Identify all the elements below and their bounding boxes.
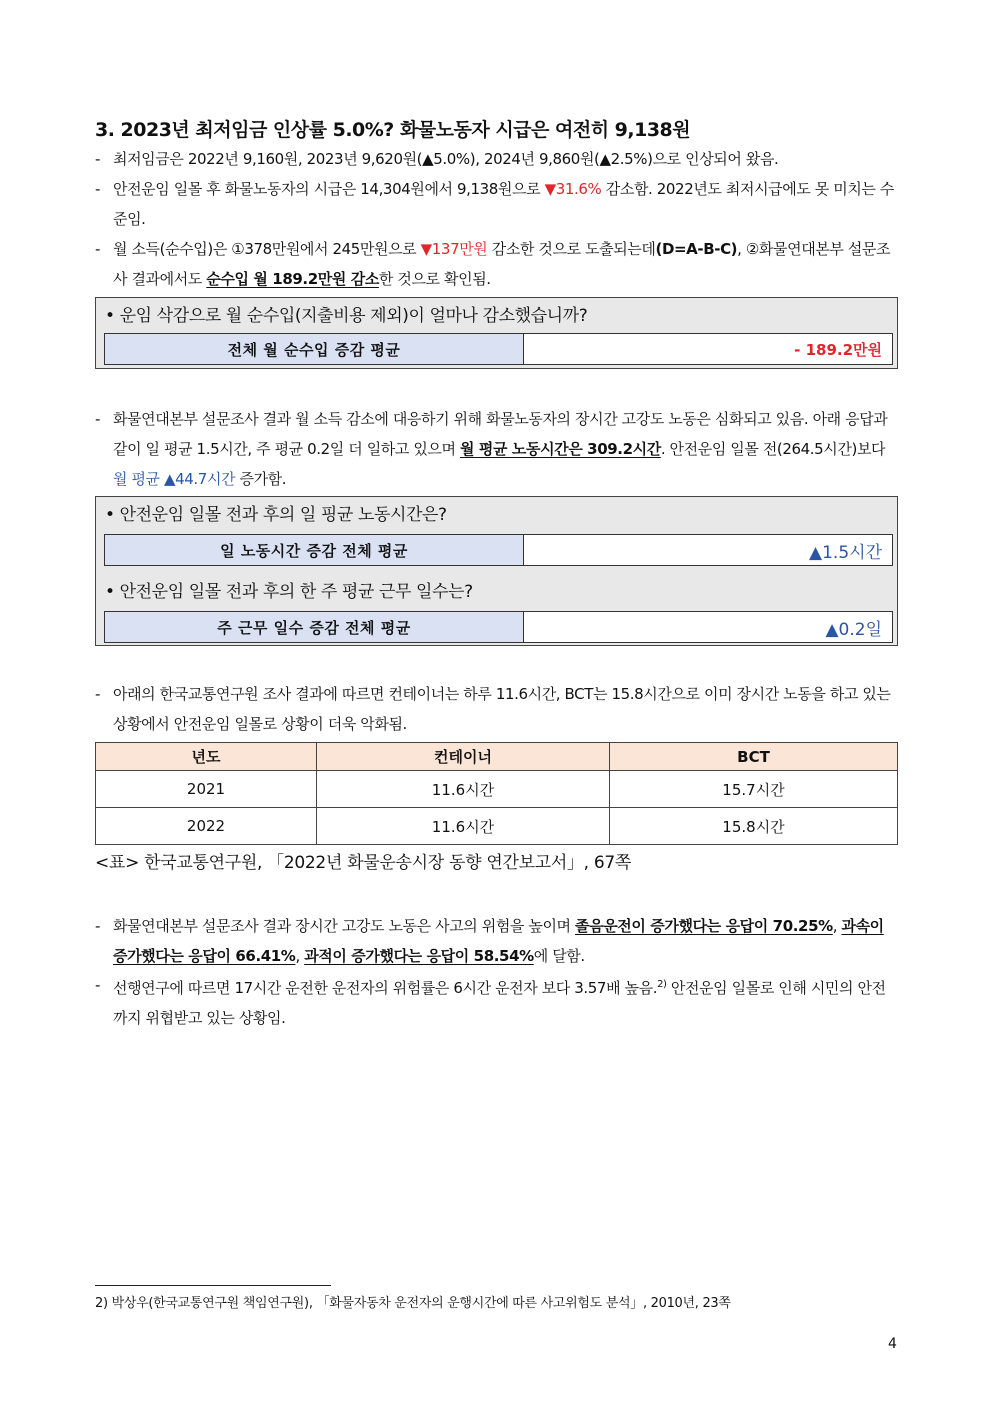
table-cell: 11.6시간 (317, 771, 610, 808)
survey-result-value-weekly: ▲0.2일 (524, 612, 892, 642)
drowsy-driving-emphasis: 졸음운전이 증가했다는 응답이 70.25% (575, 917, 833, 935)
paragraph-prior-research: - 선행연구에 따르면 17시간 운전한 운전자의 위험률은 6시간 운전자 보다 3.57배 높음.$^{2)}$ 안전운임 일몰로 인해 시민의 안전까지 위협받고 있는 상황임. (95, 976, 886, 1027)
income-decrease-emphasis: 순수입 월 189.2만원 감소 (206, 270, 379, 288)
paragraph-working-hours: - 화물연대본부 설문조사 결과 월 소득 감소에 대응하기 위해 화물노동자의 장시간 고강도 노동은 심화되고 있음. 아래 응답과 같이 일 평균 1.5시간, 주 평균 0.2일 더 일하고 있으며 월 평균 노동시간은 309.2시간. 안전운임 일몰 전(264.5시간)보다 월 평균 ▲44.7시간 증가함. (95, 410, 888, 488)
section-title: 3. 2023년 최저임금 인상률 5.0%? 화물노동자 시급은 여전히 9,138원 (95, 119, 691, 141)
paragraph-monthly-income: - 월 소득(순수입)은 ①378만원에서 245만원으로 ▼137만원 감소한 것으로 도출되는데(D=A-B-C), ②화물연대본부 설문조사 결과에서도 순수입 월 189.2만원 감소한 것으로 확인됨. (95, 240, 891, 288)
wage-decrease-highlight: ▼31.6% (544, 180, 602, 198)
table-cell: 15.7시간 (610, 771, 898, 808)
monthly-hours-emphasis: 월 평균 노동시간은 309.2시간 (459, 440, 661, 458)
paragraph-accident-risk: - 화물연대본부 설문조사 결과 장시간 고강도 노동은 사고의 위험을 높이며 졸음운전이 증가했다는 응답이 70.25%, 과속이 증가했다는 응답이 66.41%, 과적이 증가했다는 응답이 58.54%에 달함. (95, 917, 884, 965)
paragraph-minimum-wage: - 최저임금은 2022년 9,160원, 2023년 9,620원(▲5.0%), 2024년 9,860원(▲2.5%)으로 인상되어 왔음. (95, 150, 779, 168)
paragraph-research: - 아래의 한국교통연구원 조사 결과에 따르면 컨테이너는 하루 11.6시간, BCT는 15.8시간으로 이미 장시간 노동을 하고 있는 상황에서 안전운임 일몰로 상황이 더욱 악화됨. (95, 685, 891, 733)
survey-result-label: 전체 월 순수입 증감 평균 (105, 334, 524, 364)
footnote-reference[interactable]: 2) (657, 979, 667, 990)
survey-result-row (104, 333, 893, 365)
survey-result-label-daily: 일 노동시간 증감 전체 평균 (105, 535, 524, 565)
income-formula: (D=A-B-C) (655, 240, 738, 258)
income-decrease-highlight: ▼137만원 (420, 240, 488, 258)
table-cell: 11.6시간 (317, 808, 610, 845)
page-number: 4 (888, 1336, 897, 1352)
table-row (96, 771, 898, 808)
overloading-emphasis: 과적이 증가했다는 응답이 58.54% (304, 947, 534, 965)
table-cell: 2022 (96, 808, 317, 845)
hours-increase-highlight: 월 평균 ▲44.7시간 (113, 470, 236, 488)
footnote: 2) 박상우(한국교통연구원 책임연구원), 「화물자동차 운전자의 운행시간에 따른 사고위험도 분석」, 2010년, 23쪽 (95, 1296, 731, 1311)
working-hours-table (95, 742, 898, 845)
table-row (96, 808, 898, 845)
survey-result-value: - 189.2만원 (524, 334, 892, 364)
survey-result-value-daily: ▲1.5시간 (524, 535, 892, 565)
table-cell: 2021 (96, 771, 317, 808)
survey-question-daily: • 안전운임 일몰 전과 후의 일 핑균 노동시간은? (105, 505, 447, 525)
table-cell: 15.8시간 (610, 808, 898, 845)
paragraph-hourly-wage: - 안전운임 일몰 후 화물노동자의 시급은 14,304원에서 9,138원으로 ▼31.6% 감소함. 2022년도 최저시급에도 못 미치는 수준임. (95, 180, 894, 228)
survey-box-income (95, 297, 898, 369)
column-header-bct: BCT (610, 743, 898, 771)
column-header-container: 컨테이너 (317, 743, 610, 771)
table-header-row (96, 743, 898, 771)
speeding-emphasis: 과속이 증가했다는 응답이 66.41% (113, 917, 884, 965)
survey-result-row-weekly (104, 611, 893, 643)
footnote-divider (95, 1285, 331, 1286)
survey-question-weekly: • 안전운임 일몰 전과 후의 한 주 평균 근무 일수는? (105, 582, 473, 602)
survey-result-label-weekly: 주 근무 일수 증감 전체 평균 (105, 612, 524, 642)
survey-result-row-daily (104, 534, 893, 566)
column-header-year: 년도 (96, 743, 317, 771)
survey-question: • 운임 삭감으로 월 순수입(지출비용 제외)이 얼마나 감소했습니까? (105, 306, 588, 326)
survey-box-hours (95, 496, 898, 646)
table-caption: <표> 한국교통연구원, 「2022년 화물운송시장 동향 연간보고서」, 67쪽 (95, 853, 632, 873)
